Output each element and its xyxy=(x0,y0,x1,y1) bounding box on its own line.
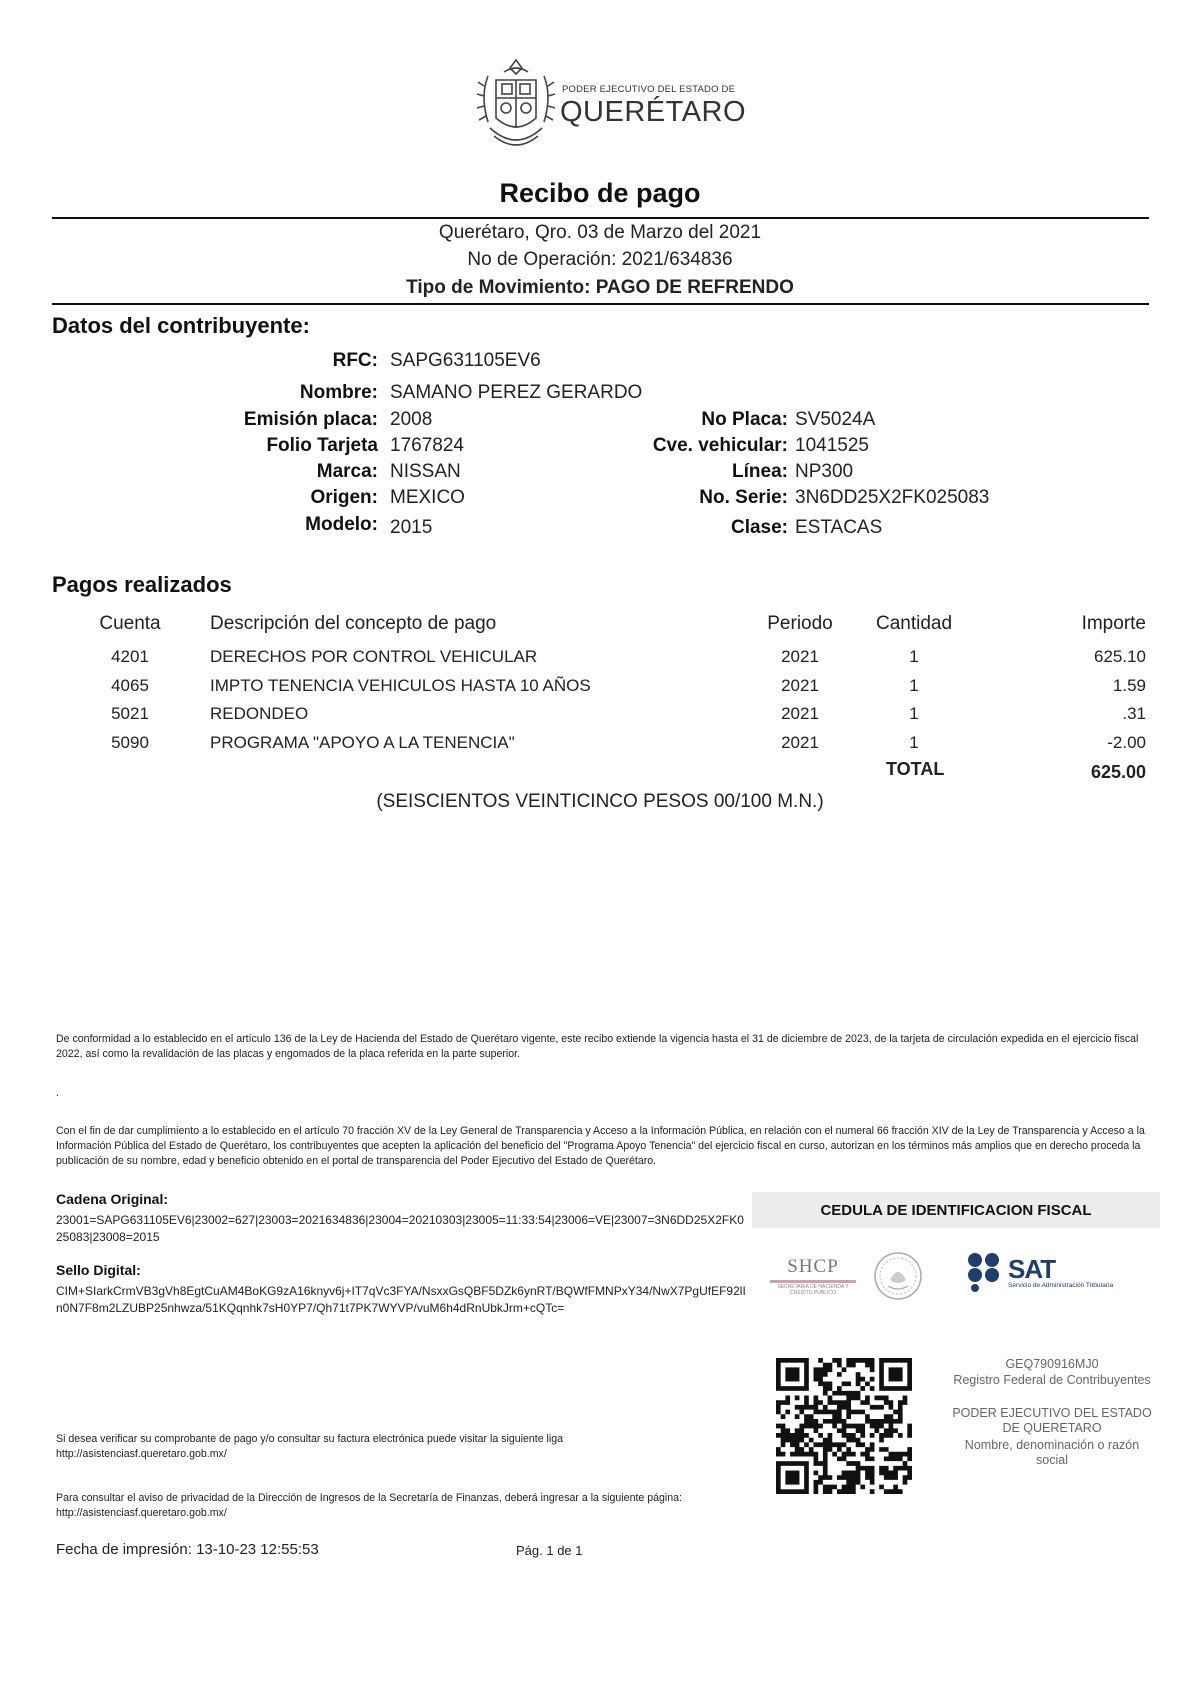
taxpayer-section-title: Datos del contribuyente: xyxy=(52,313,310,338)
cell-importe: .31 xyxy=(1122,704,1146,723)
operation-number: No de Operación: 2021/634836 xyxy=(467,249,733,270)
col-cantidad: Cantidad xyxy=(875,613,953,634)
cell-cantidad: 1 xyxy=(909,647,919,666)
cell-periodo: 2021 xyxy=(781,704,819,723)
marca-value: NISSAN xyxy=(390,461,461,482)
print-date-value: 13-10-23 12:55:53 xyxy=(196,1541,319,1558)
cell-cuenta: 5090 xyxy=(111,733,149,752)
sello-label: Sello Digital: xyxy=(56,1262,141,1278)
linea-label: Línea: xyxy=(732,461,788,482)
name-value: SAMANO PEREZ GERARDO xyxy=(390,382,643,403)
origen-label: Origen: xyxy=(310,487,378,508)
rfc-label: RFC: xyxy=(332,350,378,371)
cell-cuenta: 4065 xyxy=(111,676,149,695)
cedula-header: CEDULA DE IDENTIFICACION FISCAL xyxy=(752,1192,1160,1228)
header-divider xyxy=(52,303,1149,305)
cell-cantidad: 1 xyxy=(909,676,919,695)
shcp-bar xyxy=(770,1280,856,1283)
sello-value: CIM+SIarkCrmVB3gVh8EgtCuAM4BoKG9zA16knyv6j+IT7qVc3FYA/NsxxGsQBF5DZk6ynRT/BQWfFMNPxY34/NwX7PgUfEF92lIn0N7F8m2LZUBP25nhwza/51KQqnhk7sH0YP7/Qh71t7PK7WYVP/vuM6h4dRnUbkJrm+cQTc= xyxy=(56,1284,746,1315)
shcp-subtitle: SECRETARÍA DE HACIENDA Y CRÉDITO PÚBLICO xyxy=(777,1284,849,1296)
payments-section-title: Pagos realizados xyxy=(52,572,232,597)
clase-label: Clase: xyxy=(730,517,788,538)
print-date-label: Fecha de impresión: xyxy=(56,1541,192,1558)
cell-cuenta: 5021 xyxy=(111,704,149,723)
total-label: TOTAL xyxy=(886,759,945,779)
amount-in-words: (SEISCIENTOS VEINTICINCO PESOS 00/100 M.N.) xyxy=(376,791,824,812)
cell-descripcion: REDONDEO xyxy=(210,704,309,723)
placa-label: No Placa: xyxy=(701,409,788,430)
verify-link[interactable]: http://asistenciasf.queretaro.gob.mx/ xyxy=(56,1448,227,1460)
legal-paragraph-2: Con el fin de dar cumplimiento a lo establecido en el artículo 70 fracción XV de la Ley General de Transparencia y Acceso a la Información Pública, en relación con el numeral 66 fracción XIV de la Ley de Transparencia y Acceso a la Información Pública del Estado de Querétaro, los contribuyentes que acepten la aplicación del beneficio del "Programa Apoyo Tenencia" del ejercicio fiscal en curso, autorizan en los términos más amplios que en derecho proceda la publicación de su nombre, edad y beneficio obtenido en el portal de transparencia del Poder Ejecutivo del Estado de Querétaro. xyxy=(56,1125,1145,1167)
cedula-entity: PODER EJECUTIVO DEL ESTADO DE QUERETARO xyxy=(952,1406,1152,1435)
cell-periodo: 2021 xyxy=(781,647,819,666)
cell-periodo: 2021 xyxy=(781,676,819,695)
cadena-value: 23001=SAPG631105EV6|23002=627|23003=2021634836|23004=20210303|23005=11:33:54|23006=VE|23007=3N6DD25X2FK025083|23008=2015 xyxy=(56,1213,744,1244)
cell-cuenta: 4201 xyxy=(111,647,149,666)
coat-of-arms-icon xyxy=(474,56,558,154)
modelo-value: 2015 xyxy=(390,517,433,538)
cell-importe: 625.10 xyxy=(1094,647,1146,666)
shcp-text: SHCP xyxy=(787,1256,839,1277)
page-title: Recibo de pago xyxy=(499,178,701,208)
place-date: Querétaro, Qro. 03 de Marzo del 2021 xyxy=(438,222,762,243)
linea-value: NP300 xyxy=(795,461,854,482)
cell-descripcion: PROGRAMA "APOYO A LA TENENCIA" xyxy=(210,733,515,752)
print-date xyxy=(56,1541,319,1558)
name-label: Nombre: xyxy=(299,382,378,403)
cadena-label: Cadena Original: xyxy=(56,1191,169,1207)
col-descripcion: Descripción del concepto de pago xyxy=(210,613,497,634)
cell-importe: -2.00 xyxy=(1107,733,1146,752)
sat-subtitle: Servicio de Administración Tributaria xyxy=(1008,1282,1114,1289)
sat-dots-icon xyxy=(966,1252,1006,1292)
queretaro-logo xyxy=(474,56,747,156)
cve-value: 1041525 xyxy=(795,435,869,456)
cell-descripcion: IMPTO TENENCIA VEHICULOS HASTA 10 AÑOS xyxy=(210,676,591,695)
logo-state-name: QUERÉTARO xyxy=(560,96,747,128)
cve-label: Cve. vehicular: xyxy=(652,435,788,456)
cell-cantidad: 1 xyxy=(909,733,919,752)
folio-value: 1767824 xyxy=(390,435,464,456)
col-periodo: Periodo xyxy=(767,613,833,634)
title-divider xyxy=(52,217,1149,219)
origen-value: MEXICO xyxy=(390,487,465,508)
cedula-rfc-caption: Registro Federal de Contribuyentes xyxy=(953,1373,1151,1387)
rfc-value: SAPG631105EV6 xyxy=(390,350,541,371)
cedula-rfc: GEQ790916MJ0 xyxy=(1005,1357,1099,1371)
movement-type xyxy=(0,277,1200,299)
movement-label: Tipo de Movimiento: xyxy=(406,277,591,298)
verify-text: Si desea verificar su comprobante de pago y/o consultar su factura electrónica puede visitar la siguiente liga xyxy=(56,1433,564,1445)
cell-importe: 1.59 xyxy=(1112,676,1146,695)
total-value: 625.00 xyxy=(1090,762,1146,782)
sat-logo xyxy=(966,1252,1146,1296)
shcp-logo xyxy=(770,1256,856,1296)
emision-value: 2008 xyxy=(390,409,433,430)
emision-label: Emisión placa: xyxy=(243,409,378,430)
privacy-note: Para consultar el aviso de privacidad de la Dirección de Ingresos de la Secretaría de Finanzas, deberá ingresar a la siguiente página: http://asistenciasf.queretaro.gob.mx/ xyxy=(56,1492,682,1519)
cell-periodo: 2021 xyxy=(781,733,819,752)
national-seal-icon xyxy=(872,1250,924,1302)
legal-paragraph-1: De conformidad a lo establecido en el artículo 136 de la Ley de Hacienda del Estado de Querétaro vigente, este recibo extiende la vigencia hasta el 31 de diciembre de 2023, de la tarjeta de circulación expedida en el ejercicio fiscal 2022, así como la revalidación de las placas y engomados de la placa referida en la parte superior. xyxy=(56,1033,1139,1060)
logo-caption: PODER EJECUTIVO DEL ESTADO DE xyxy=(562,84,736,95)
sat-text: SAT xyxy=(1008,1254,1056,1284)
col-importe: Importe xyxy=(1081,613,1146,634)
qr-code[interactable] xyxy=(776,1358,912,1494)
cell-descripcion: DERECHOS POR CONTROL VEHICULAR xyxy=(210,647,538,666)
movement-value: PAGO DE REFRENDO xyxy=(595,277,794,298)
clase-value: ESTACAS xyxy=(795,517,883,538)
page-number: Pág. 1 de 1 xyxy=(516,1543,583,1558)
modelo-label: Modelo: xyxy=(305,514,378,535)
verify-note xyxy=(56,1432,746,1462)
folio-label: Folio Tarjeta xyxy=(266,435,378,456)
serie-value: 3N6DD25X2FK025083 xyxy=(795,487,990,508)
placa-value: SV5024A xyxy=(795,409,876,430)
cell-cantidad: 1 xyxy=(909,704,919,723)
marca-label: Marca: xyxy=(316,461,378,482)
legal-dot: . xyxy=(56,1087,59,1099)
serie-label: No. Serie: xyxy=(699,487,788,508)
cedula-entity-caption: Nombre, denominación o razón social xyxy=(964,1438,1140,1467)
col-cuenta: Cuenta xyxy=(99,613,161,634)
